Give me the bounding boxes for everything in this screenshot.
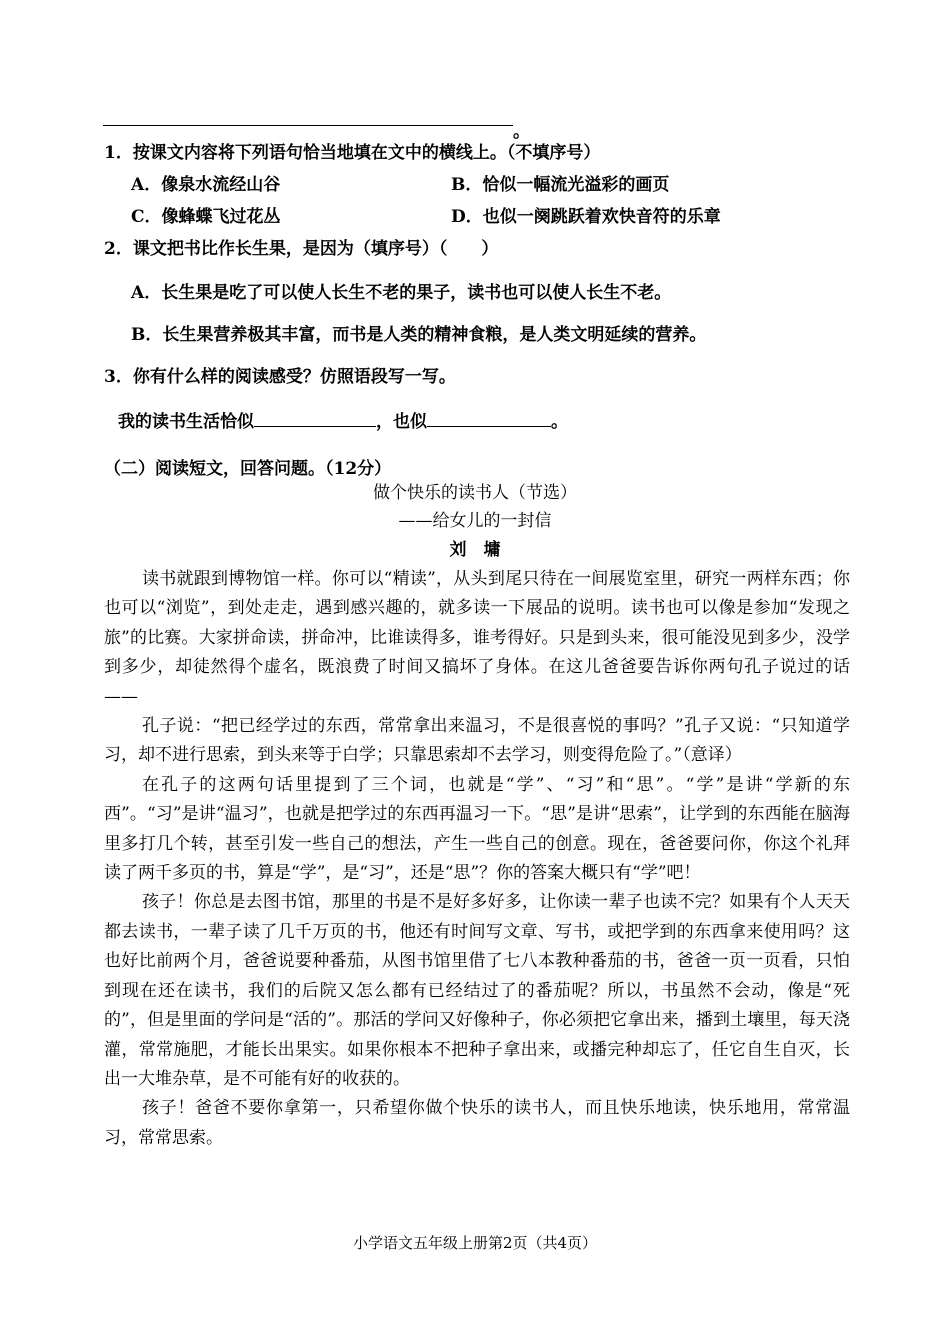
question-2: 2．课文把书比作长生果，是因为（填序号）（ ） <box>104 239 499 259</box>
q3-fill-part3: 。 <box>551 412 568 432</box>
q2-option-a: A．长生果是吃了可以使人长生不老的果子，读书也可以使人长生不老。 <box>131 283 672 303</box>
question-3: 3．你有什么样的阅读感受？仿照语段写一写。 <box>104 367 456 387</box>
period-mark: 。 <box>513 122 530 142</box>
answer-blank-line[interactable] <box>103 125 513 126</box>
article-paragraph-5: 孩子！爸爸不要你拿第一，只希望你做个快乐的读书人，而且快乐地读，快乐地用，常常温习，常常思索。 <box>104 1098 850 1148</box>
article-paragraph-4: 孩子！你总是去图书馆，那里的书是不是好多好多，让你读一辈子也读不完？如果有个人天天都去读书，一辈子读了几千万页的书，他还有时间写文章、写书，或把学到的东西拿来使用吗？这也好比前两个月，爸爸说要种番茄，从图书馆里借了七八本教种番茄的书，爸爸一页一页看，只怕到现在还在读书，我们的后院又怎么都有已经结过了的番茄呢？所以，书虽然不会动，像是“死的”，但是里面的学问是“活的”。那活的学问又好像种子，你必须把它拿出来，播到土壤里，每天浇灌，常常施肥，才能长出果实。如果你根本不把种子拿出来，或播完种却忘了，任它自生自灭，长出一大堆杂草，是不可能有好的收获的。 <box>104 892 850 1089</box>
section-2-heading: （二）阅读短文，回答问题。（12分） <box>104 459 392 479</box>
question-1: 1．按课文内容将下列语句恰当地填在文中的横线上。（不填序号） <box>104 143 601 163</box>
q2-option-b: B．长生果营养极其丰富，而书是人类的精神食粮，是人类文明延续的营养。 <box>131 325 707 345</box>
article-paragraph-2: 孔子说：“把已经学过的东西，常常拿出来温习，不是很喜悦的事吗？”孔子又说：“只知道学习，却不进行思索，到头来等于白学；只靠思索却不去学习，则变得危险了。”（意译） <box>104 716 850 766</box>
q1-option-a: A．像泉水流经山谷 <box>131 175 281 195</box>
q3-fill-part1: 我的读书生活恰似 <box>118 412 254 432</box>
q3-blank-1[interactable] <box>254 408 376 427</box>
article-paragraph-1: 读书就跟到博物馆一样。你可以“精读”，从头到尾只待在一间展览室里，研究一两样东西；你也可以“浏览”，到处走走，遇到感兴趣的，就多读一下展品的说明。读书也可以像是参加“发现之旅”的比赛。大家拼命读，拼命冲，比谁读得多，谁考得好。只是到头来，很可能没见到多少，没学到多少，却徒然得个虚名，既浪费了时间又搞坏了身体。在这儿爸爸要告诉你两句孔子说过的话—— <box>104 569 850 707</box>
article-paragraph-3: 在孔子的这两句话里提到了三个词，也就是“学”、“习”和“思”。“学”是讲“学新的东西”。“习”是讲“温习”，也就是把学过的东西再温习一下。“思”是讲“思索”，让学到的东西能在脑海里多打几个转，甚至引发一些自己的想法，产生一些自己的创意。现在，爸爸要问你，你这个礼拜读了两千多页的书，算是“学”，是“习”，还是“思”？你的答案大概只有“学”吧！ <box>104 774 850 884</box>
article-title: 做个快乐的读书人（节选） <box>373 483 577 503</box>
q1-option-c: C．像蜂蝶飞过花丛 <box>131 207 281 227</box>
article-subtitle: ——给女儿的一封信 <box>398 511 552 531</box>
page-footer: 小学语文五年级上册第2页（共4页） <box>352 1234 598 1252</box>
q3-fill-sentence <box>118 408 568 433</box>
article-author: 刘 墉 <box>449 540 501 560</box>
q3-fill-part2: ，也似 <box>376 412 427 432</box>
q3-blank-2[interactable] <box>427 408 551 427</box>
q1-option-b: B．恰似一幅流光溢彩的画页 <box>451 175 670 195</box>
article-body <box>104 565 850 1153</box>
q1-option-d: D．也似一阕跳跃着欢快音符的乐章 <box>451 207 721 227</box>
